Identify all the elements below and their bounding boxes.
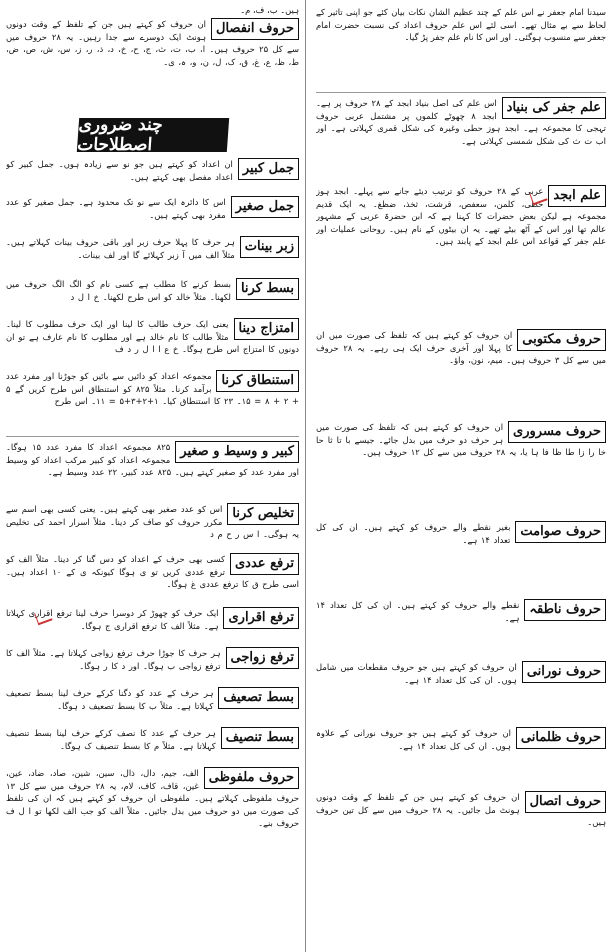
term-heading: بسط تنصیف — [221, 727, 299, 749]
term-heading: ترفع زواجی — [226, 647, 300, 669]
term-heading: بسط کرنا — [236, 278, 299, 300]
term-heading: حروف ملفوظی — [204, 767, 299, 789]
term-heading: ترفع اقراری — [223, 607, 299, 629]
entry-tarfa-zawaji — [6, 647, 299, 687]
entry-jumal-sagheer — [6, 196, 299, 236]
term-definition: عربی کے ۲۸ حروف کو ترتیب دیئے جانے سے پہلے۔ ابجد ہوز حطی، کلمن، سعفص، قرشت، ثخذ، ضظغ۔ یہ ایک قدیم مجموعہ ہے لیکن بعض حضرات کا کہنا ہے کہ ابن حضرۃ عربی کے مشہور عالم تھا اور اس کے آٹھ بیٹے تھے۔ یہ ان بیٹوں کے نام ہیں۔ روحانی عملیات اور علم جفر کے قواعد اس علم ابجد کے پابند ہیں۔ — [316, 186, 606, 247]
entry-huroof-noorani — [316, 661, 606, 727]
term-definition: بسط کرنے کا مطلب ہے کسی نام کو الگ الگ حروف میں لکھنا۔ مثلاً خالد کو اس طرح لکھنا۔ خ ا ل د — [6, 279, 231, 302]
term-definition: ہر حرف کا پہلا حرف زبر اور باقی حروف بینات کہلاتے ہیں۔ مثلاً الف میں آ زبر کہلائے گا اور لف بینات۔ — [6, 237, 235, 260]
divider — [6, 436, 299, 437]
term-definition: ان حروف کو کہتے ہیں جو حروف نورانی کے علاوہ ہوں۔ ان کی کل تعداد ۱۴ ہے۔ — [316, 728, 511, 751]
term-heading: علم ابجد — [548, 185, 606, 207]
term-heading: استنطاق کرنا — [216, 370, 299, 392]
term-heading: زبر بینات — [240, 236, 299, 258]
term-heading: حروف نورانی — [522, 661, 606, 683]
term-definition: ایک حرف کو چھوڑ کر دوسرا حرف لینا ترفع اقراری کہلاتا ہے۔ مثلاً الف کا ترفع اقراری ج ہوگا۔ — [6, 608, 219, 631]
term-definition: ان حروف کو کہتے ہیں کہ تلفظ کی صورت میں ہر حرف دو حرف میں بدل جائے۔ جیسے با تا ثا حا خا را زا طا ظا فا ہا یا، یہ ۲۸ حروف میں سے کل ۱۲ حروف ہیں۔ — [316, 422, 606, 458]
intro-text: سیدنا امام جعفر نے اس علم کے چند عظیم الشان نکات بیان کئے جو اپنی تاثیر کے لحاظ سے بے مثال تھے۔ اسی لئے اس علم حروف اعداد کی نسبت حضرت امام جعفر سے منسوب ہوگئی۔ اور اس کا نام علم جفر پڑ گیا۔ — [316, 7, 606, 43]
term-definition: نقطے والے حروف کو کہتے ہیں۔ ان کی کل تعداد ۱۴ ہے۔ — [316, 600, 520, 623]
entry-bast-tanseef — [6, 727, 299, 767]
term-heading: جمل صغیر — [231, 196, 299, 218]
term-heading: علم جفر کی بنیاد — [502, 97, 606, 119]
term-definition: مجموعہ اعداد کو دائیں سے بائیں کو جوڑنا اور مفرد عدد برآمد کرنا۔ مثلاً ۸۲۵ کو استنطاق اس طرح کریں گے ۵ + ۲ + ۸ = ۱۵۔ ۲۳ کا استنطاق کیا۔ ۱+۲+۳+۵ = ۱۱۔ اس طرح — [6, 371, 299, 407]
right-column — [310, 0, 614, 952]
term-definition: ان حروف کو کہتے ہیں کہ تلفظ کی صورت میں ان کا پہلا اور آخری حرف ایک ہی رہے۔ یہ ۲۸ حروف میں سے کل ۳ حروف ہیں۔ میم، نون، واؤ۔ — [316, 330, 606, 366]
entry-jumal-kabeer — [6, 158, 299, 196]
term-definition: اس کا دائرہ ایک سے نو تک محدود ہے۔ جمل صغیر کو عدد مفرد بھی کہتے ہیں۔ — [6, 197, 226, 220]
term-heading: بسط تصعیف — [218, 687, 299, 709]
term-definition: ان حروف کو کہتے ہیں جن کے تلفظ کے وقت دونوں ہونٹ مل جائیں۔ یہ ۲۸ حروف میں سے کل تین حروف ہیں۔ — [316, 792, 606, 828]
term-definition: بغیر نقطے والے حروف کو کہتے ہیں۔ ان کی کل تعداد ۱۴ ہے۔ — [316, 522, 511, 545]
term-heading: حروف ظلمانی — [516, 727, 606, 749]
entry-huroof-sawamit — [316, 521, 606, 599]
term-heading: ترفع عددی — [230, 553, 299, 575]
entry-istintaq-karna — [6, 370, 299, 432]
entry-kabeer-waseet-sagheer — [6, 441, 299, 503]
term-definition: ہر حرف کا جوڑا حرف ترفع زواجی کہلاتا ہے۔ مثلاً الف کا ترفع زواجی ب ہوگا۔ اور د کا ر ہوگا۔ — [6, 648, 221, 671]
term-definition: ان اعداد کو کہتے ہیں جو نو سے زیادہ ہوں۔ جمل کبیر کو اعداد مفصل بھی کہتے ہیں۔ — [6, 159, 233, 182]
entry-takhlees-karna — [6, 503, 299, 553]
term-definition: ہر حرف کے عدد کو دگنا کرکے حرف لینا بسط تصعیف کہلاتا ہے۔ مثلاً ب کا بسط تصعیف د ہوگا۔ — [6, 688, 214, 711]
entry-huroof-maktubi — [316, 329, 606, 421]
divider — [316, 92, 606, 93]
term-heading: تخلیص کرنا — [227, 503, 299, 525]
entry-ilm-abjad — [316, 185, 606, 329]
top-note: ہیں۔ ب، ف، م۔ — [240, 5, 299, 15]
intro-paragraph — [316, 6, 606, 88]
term-heading: حروف ناطقہ — [524, 599, 606, 621]
entry-huroof-ittisal — [316, 791, 606, 851]
term-heading: کبیر و وسیط و صغیر — [175, 441, 299, 463]
entry-imtizaj-dena — [6, 318, 299, 370]
entry-tarfa-iqrari — [6, 607, 299, 647]
term-definition: ان حروف کو کہتے ہیں جو حروف مقطعات میں شامل ہوں۔ ان کی کل تعداد ۱۴ ہے۔ — [316, 662, 517, 685]
term-heading: حروف صوامت — [515, 521, 606, 543]
term-definition: الف، جیم، دال، ذال، سین، شین، صاد، ضاد، عین، غین، قاف، کاف، لام، یہ ۲۸ حروف میں سے کل ۱۳ حروف ملفوظی کہلاتے ہیں۔ ملفوظی ان حروف کو کہتے ہیں کہ ان کی تلفظ کی صورت میں دو حروف میں بدل جائیں۔ مثلاً الف کو جب الف لکھا تو ا ل ف حروف بنے۔ — [6, 768, 299, 829]
term-heading: حروف انفصال — [211, 18, 299, 40]
entry-tarfa-adadi — [6, 553, 299, 607]
term-definition: ان حروف کو کہتے ہیں جن کے تلفظ کے وقت دونوں ہونٹ ایک دوسرے سے جدا رہیں۔ یہ ۲۸ حروف میں سے کل ۲۵ حروف ہیں۔ ا، ب، ت، ث، ج، ح، خ، د، ذ، ر، ز، س، ش، ص، ض، ط، ظ، ع، غ، ق، ک، ل، ن، و، ہ، ی۔ — [6, 19, 299, 67]
term-definition: ۸۲۵ مجموعہ اعداد کا مفرد عدد ۱۵ ہوگا۔ مجموعہ اعداد کو کبیر مرکب اعداد کو وسیط اور مفرد عدد کو صغیر کہتے ہیں۔ ۸۲۵ عدد کبیر، ۲۲ عدد وسیط ہے۔ — [6, 442, 299, 478]
left-column — [0, 0, 306, 952]
entry-jafar-bunyad — [316, 97, 606, 185]
entry-huroof-natiqa — [316, 599, 606, 661]
term-heading: امتزاج دینا — [234, 318, 300, 340]
term-heading: جمل کبیر — [238, 158, 299, 180]
term-heading: حروف مسروری — [508, 421, 606, 443]
entry-bast-tasaeef — [6, 687, 299, 727]
term-heading: حروف مکتوبی — [517, 329, 606, 351]
term-heading: حروف اتصال — [525, 791, 606, 813]
term-definition: ہر حرف کے عدد کا نصف کرکے حرف لینا بسط تنصیف کہلاتا ہے۔ مثلاً م کا بسط تنصیف ک ہوگا۔ — [6, 728, 216, 751]
entry-zubar-bayyinat — [6, 236, 299, 278]
entry-huroof-masroori — [316, 421, 606, 521]
entry-huroof-infisal — [6, 18, 299, 112]
term-definition: کسی بھی حرف کے اعداد کو دس گنا کر دینا۔ مثلاً الف کو ترفع عددی کریں تو ی ہوگا کیونکہ ی کے ۱۰ اعداد ہیں۔ اسی طرح ق کا ترفع عددی غ ہوگا۔ — [6, 554, 299, 590]
entry-huroof-malfoozi — [6, 767, 299, 857]
term-definition: اس علم کی اصل بنیاد ابجد کے ۲۸ حروف پر ہے۔ ابجد ۸ چھوٹے کلموں پر مشتمل عربی حروف تہجی کا مجموعہ ہے۔ ابجد ہوز حطی وغیرہ کی شکل قمری کہلاتی ہے۔ اور اب ت ث کی شکل شمسی کہلاتی ہے۔ — [316, 98, 606, 146]
entry-bast-karna — [6, 278, 299, 318]
term-definition: یعنی ایک حرف طالب کا لینا اور ایک حرف مطلوب کا لینا۔ مثلاً طالب کا نام خالد ہے اور مطلوب کا نام عارف ہے تو ان دونوں کا امتزاج اس طرح ہوگا۔ خ ع ا ا ل ر د ف — [6, 319, 299, 355]
entry-huroof-zulmani — [316, 727, 606, 791]
section-banner: چند ضروری اصطلاحات — [76, 118, 228, 152]
term-definition: اس کو عدد صغیر بھی کہتے ہیں۔ یعنی کسی بھی اسم سے مکرر حروف کو صاف کر دینا۔ مثلاً اسرار احمد کی تخلیص یہ ہوگی۔ ا س ر ح م د — [6, 504, 299, 540]
